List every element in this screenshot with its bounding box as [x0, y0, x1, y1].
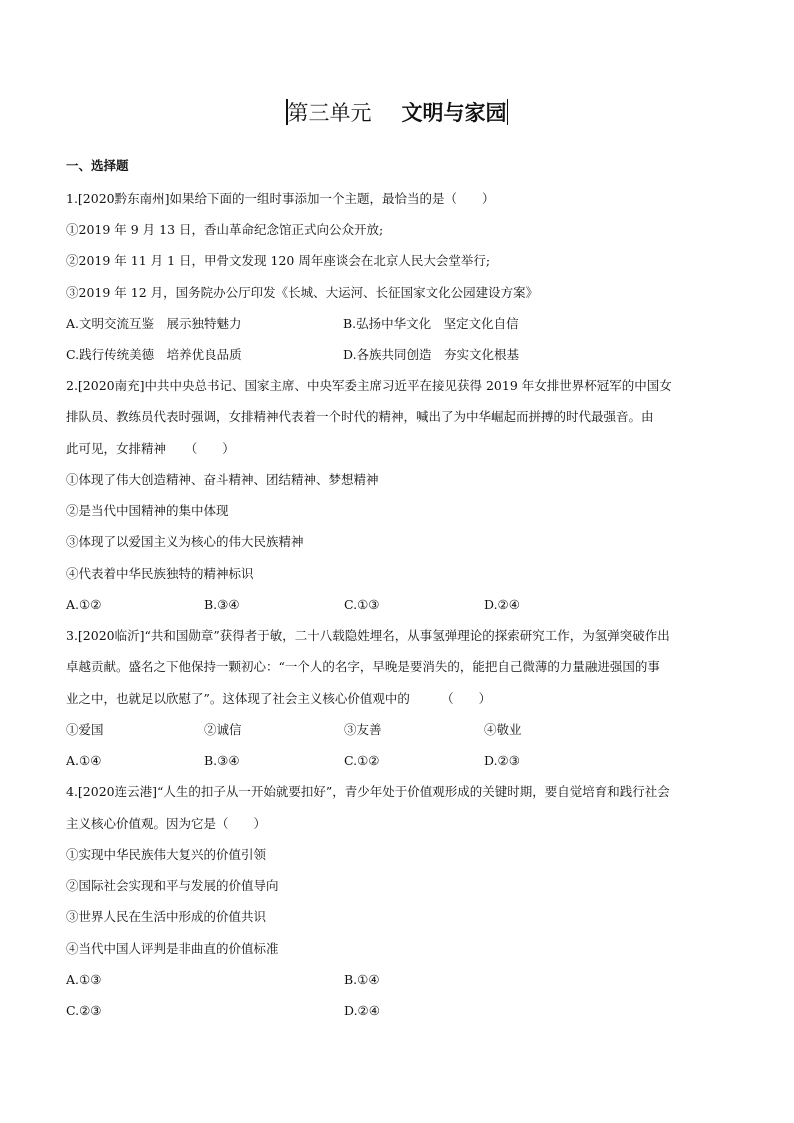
q2-option-d: D.②④	[484, 597, 520, 612]
q4-stem-line-1: 4.[2020连云港]“人生的扣子从一开始就要扣好”，青少年处于价值观形成的关键时期，要自觉培育和践行社会	[66, 784, 670, 799]
q3-option-c: C.①②	[344, 753, 380, 768]
q1-item-2: ②2019 年 11 月 1 日，甲骨文发现 120 周年座谈会在北京人民大会堂举行;	[66, 253, 491, 268]
q3-option-d: D.②③	[484, 753, 520, 768]
q2-option-a: A.①②	[66, 597, 102, 612]
title-bar-right	[507, 99, 509, 125]
q4-item-3: ③世界人民在生活中形成的价值共识	[66, 909, 267, 924]
q1-item-1: ①2019 年 9 月 13 日，香山革命纪念馆正式向公众开放;	[66, 222, 384, 237]
q3-stem-line-2: 卓越贡献。盛名之下他保持一颗初心：“一个人的名字，早晚是要消失的，能把自己微薄的力量融进强国的事	[66, 659, 660, 674]
q3-item-4: ④敬业	[484, 722, 522, 737]
unit-title	[0, 98, 794, 128]
q4-option-b: B.①④	[344, 972, 380, 987]
q1-item-3: ③2019 年 12 月，国务院办公厅印发《长城、大运河、长征国家文化公园建设方案》	[66, 285, 539, 300]
q1-option-b: B.弘扬中华文化 坚定文化自信	[343, 316, 519, 331]
q3-item-3: ③友善	[344, 722, 382, 737]
q1-stem: 1.[2020黔东南州]如果给下面的一组时事添加一个主题，最恰当的是（ ）	[66, 191, 495, 206]
q2-stem-line-1: 2.[2020南充]中共中央总书记、国家主席、中央军委主席习近平在接见获得 2019 年女排世界杯冠军的中国女	[66, 378, 672, 393]
q3-item-2: ②诚信	[204, 722, 242, 737]
q2-item-1: ①体现了伟大创造精神、奋斗精神、团结精神、梦想精神	[66, 472, 379, 487]
q2-stem-line-3: 此可见，女排精神 （ ）	[66, 441, 235, 456]
q1-option-c: C.践行传统美德 培养优良品质	[66, 347, 242, 362]
q3-stem-line-1: 3.[2020临沂]“共和国勋章”获得者于敏，二十八载隐姓埋名，从事氢弹理论的探索研究工作，为氢弹突破作出	[66, 628, 670, 643]
q4-item-2: ②国际社会实现和平与发展的价值导向	[66, 878, 279, 893]
q4-item-4: ④当代中国人评判是非曲直的价值标准	[66, 941, 279, 956]
q2-option-c: C.①③	[344, 597, 380, 612]
q3-option-b: B.③④	[204, 753, 240, 768]
q4-option-a: A.①③	[66, 972, 102, 987]
unit-title-main: 文明与家园	[401, 101, 507, 125]
section-heading: 一、选择题	[66, 158, 129, 173]
q2-item-3: ③体现了以爱国主义为核心的伟大民族精神	[66, 534, 304, 549]
q1-option-d: D.各族共同创造 夯实文化根基	[343, 347, 520, 362]
q3-item-1: ①爱国	[66, 722, 104, 737]
q1-option-a: A.文明交流互鉴 展示独特魅力	[66, 316, 242, 331]
q2-stem-line-2: 排队员、教练员代表时强调，女排精神代表着一个时代的精神，喊出了为中华崛起而拼搏的时代最强音。由	[66, 409, 654, 424]
q2-item-2: ②是当代中国精神的集中体现	[66, 503, 229, 518]
q4-option-d: D.②④	[344, 1003, 380, 1018]
q3-option-a: A.①④	[66, 753, 102, 768]
q2-option-b: B.③④	[204, 597, 240, 612]
q2-item-4: ④代表着中华民族独特的精神标识	[66, 566, 254, 581]
q4-stem-line-2: 主义核心价值观。因为它是（ ）	[66, 816, 267, 831]
q4-item-1: ①实现中华民族伟大复兴的价值引领	[66, 847, 267, 862]
unit-title-prefix: 第三单元	[287, 101, 372, 125]
q4-option-c: C.②③	[66, 1003, 102, 1018]
q3-stem-line-3: 业之中，也就足以欣慰了”。这体现了社会主义核心价值观中的 （ ）	[66, 691, 492, 706]
